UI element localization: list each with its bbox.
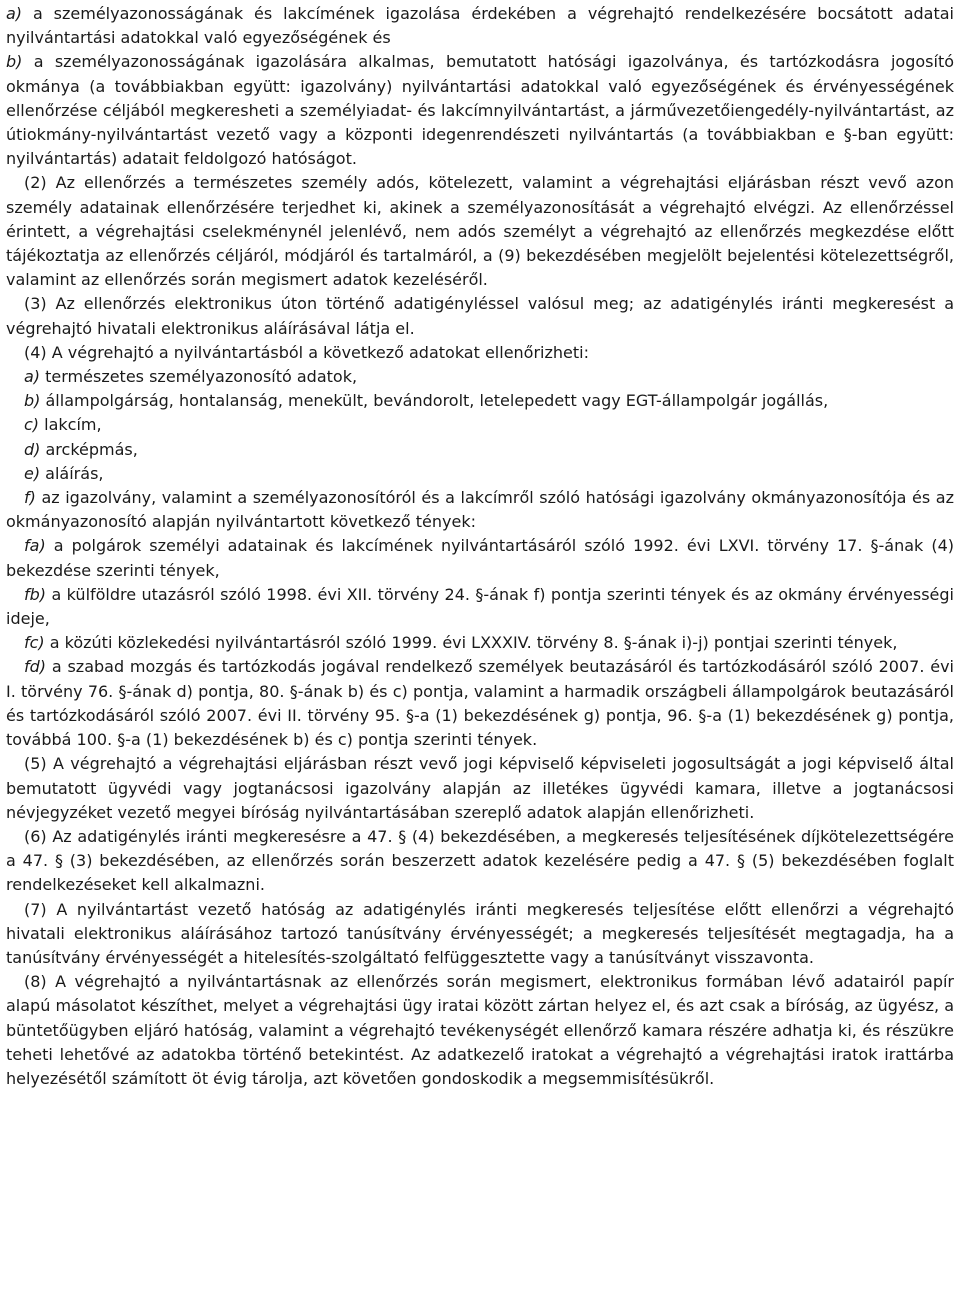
paragraph-text: aláírás, (40, 463, 104, 483)
item-label: b) (24, 391, 41, 411)
paragraph-4 (6, 341, 954, 365)
paragraph-text: (8) A végrehajtó a nyilvántartásnak az ellenőrzés során megismert, elektronikus formában lévő adatairól papír alapú másolatot készíthet, melyet a végrehajtási ügy iratai között zártan helyez el, és azt csak a bíróság, az ügyész, a büntetőügyben eljáró hatóság, valamint a végrehajtó tevékenységét ellenőrző kamara részére adhatja ki, és részükre teheti lehetővé az adatokba történő betekintést. Az adatkezelő iratokat a végrehajtó a végrehajtási iratok irattárba helyezésétől számított öt évig tárolja, azt követően gondoskodik a megsemmisítésükről. (6, 972, 954, 1088)
paragraph-text: (2) Az ellenőrzés a természetes személy adós, kötelezett, valamint a végrehajtási eljárásban részt vevő azon személy adatainak ellenőrzésére terjedhet ki, akinek a személyazonosítását a végrehajtó elvégzi. Az ellenőrzéssel érintett, a végrehajtási cselekménynél jelenlévő, nem adós személyt a végrehajtó az ellenőrzés megkezdése előtt tájékoztatja az ellenőrzés céljáról, módjáról és tartalmáról, a (9) bekezdésében megjelölt bejelentési kötelezettségről, valamint az ellenőrzés során megismert adatok kezeléséről. (6, 173, 954, 290)
paragraph-text: a személyazonosságának és lakcímének igazolása érdekében a végrehajtó rendelkezésére bocsátott adatai nyilvántartási adatokkal való egyezőségének és (6, 4, 954, 48)
item-label: e) (24, 463, 41, 483)
paragraph-8 (6, 970, 954, 1091)
paragraph-text: a külföldre utazásról szóló 1998. évi XII. törvény 24. §-ának f) pontja szerinti tények és az okmány érvényességi ideje, (6, 584, 954, 629)
paragraph-text: az igazolvány, valamint a személyazonosítóról és a lakcímről szóló hatósági igazolvány okmányazonosítója és az okmányazonosító alapján nyilvántartott következő tények: (6, 488, 954, 532)
item-label: d) (24, 439, 41, 459)
paragraph-4a (6, 365, 954, 389)
paragraph-4fb (6, 583, 954, 631)
paragraph-4d (6, 438, 954, 462)
paragraph-3 (6, 292, 954, 340)
paragraph-text: (5) A végrehajtó a végrehajtási eljárásban részt vevő jogi képviselő képviseleti jogosultságát a jogi képviselő által bemutatott ügyvédi vagy jogtanácsosi igazolvány alapján az illetékes ügyvédi kamara, illetve a jogtanácsosi névjegyzéket vezető megyei bíróság nyilvántartásában szereplő adatok alapján ellenőrizheti. (6, 754, 954, 822)
paragraph-b-1 (6, 50, 954, 171)
paragraph-7 (6, 898, 954, 971)
paragraph-a-1 (6, 2, 954, 50)
item-label: a) (6, 4, 23, 23)
item-label: c) (24, 415, 40, 435)
paragraph-text: a polgárok személyi adatainak és lakcímének nyilvántartásáról szóló 1992. évi LXVI. törvény 17. §-ának (4) bekezdése szerinti tények, (6, 536, 954, 580)
paragraph-text: a szabad mozgás és tartózkodás jogával rendelkező személyek beutazásáról és tartózkodásáról szóló 2007. évi I. törvény 76. §-ának d) pontja, 80. §-ának b) és c) pontja, valamint a harmadik országbeli állampolgárok beutazásáról és tartózkodásáról szóló 2007. évi II. törvény 95. §-a (1) bekezdésének g) pontja, 96. §-a (1) bekezdésének g) pontja, továbbá 100. §-a (1) bekezdésének b) és c) pontja szerinti tények. (6, 657, 954, 750)
item-label: a) (24, 367, 41, 387)
paragraph-text: természetes személyazonosító adatok, (40, 367, 358, 387)
paragraph-4e (6, 462, 954, 486)
item-label: fa) (24, 536, 46, 556)
item-label: fb) (24, 584, 47, 604)
paragraph-text: (4) A végrehajtó a nyilvántartásból a következő adatokat ellenőrizheti: (24, 342, 589, 362)
paragraph-6 (6, 825, 954, 898)
paragraph-text: (3) Az ellenőrzés elektronikus úton történő adatigényléssel valósul meg; az adatigénylés iránti megkeresést a végrehajtó hivatali elektronikus aláírásával látja el. (6, 294, 954, 338)
paragraph-5 (6, 752, 954, 825)
paragraph-4fc (6, 631, 954, 655)
paragraph-text: (6) Az adatigénylés iránti megkeresésre a 47. § (4) bekezdésében, a megkeresés teljesítésének díjkötelezettségére a 47. § (3) bekezdésében, az ellenőrzés során beszerzett adatok kezelésére pedig a 47. § (5) bekezdésében foglalt rendelkezéseket kell alkalmazni. (6, 826, 954, 895)
item-label: f) (24, 488, 36, 508)
item-label: b) (6, 52, 23, 72)
paragraph-4fd (6, 655, 954, 752)
paragraph-4b (6, 389, 954, 413)
paragraph-text: állampolgárság, hontalanság, menekült, bevándorolt, letelepedett vagy EGT-állampolgár jogállás, (40, 391, 829, 411)
paragraph-text: a közúti közlekedési nyilvántartásról szóló 1999. évi LXXXIV. törvény 8. §-ának i)-j) pontjai szerinti tények, (44, 633, 898, 653)
paragraph-4fa (6, 534, 954, 582)
paragraph-text: lakcím, (39, 415, 102, 435)
paragraph-text: arcképmás, (40, 439, 138, 459)
paragraph-4f (6, 486, 954, 534)
paragraph-4c (6, 413, 954, 437)
paragraph-2 (6, 171, 954, 292)
item-label: fd) (24, 657, 47, 677)
paragraph-text: (7) A nyilvántartást vezető hatóság az adatigénylés iránti megkeresés teljesítése előtt ellenőrzi a végrehajtó hivatali elektronikus aláírásához tartozó tanúsítvány érvényességét; a megkeresés teljesítését megtagadja, ha a tanúsítvány érvényességét a hitelesítés-szolgáltató felfüggesztette vagy a tanúsítványt visszavonta. (6, 899, 954, 967)
item-label: fc) (24, 633, 45, 653)
paragraph-text: a személyazonosságának igazolására alkalmas, bemutatott hatósági igazolványa, és tartózkodásra jogosító okmánya (a továbbiakban együtt: igazolvány) nyilvántartási adatokkal való egyezőségének és érvényességének ellenőrzése céljából megkeresheti a személyiadat- és lakcímnyilvántartást, a járművezetőiengedély-nyilvántartást, az útiokmány-nyilvántartást vezető vagy a központi idegenrendészeti nyilvántartás (a továbbiakban e §-ban együtt: nyilvántartás) adatait feldolgozó hatóságot. (6, 52, 954, 169)
